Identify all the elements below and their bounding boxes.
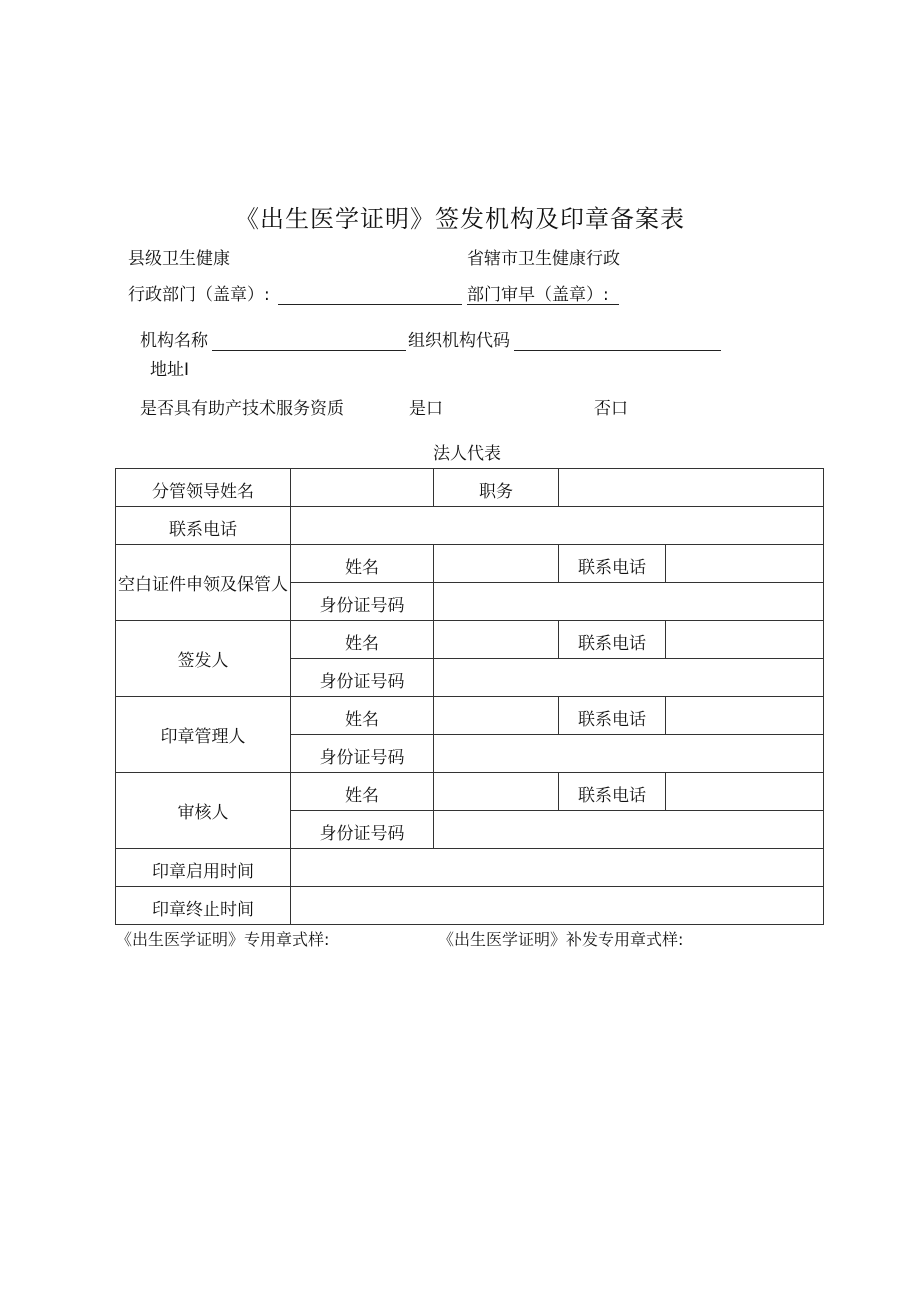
registration-table <box>115 468 824 925</box>
province-dept-seal-underline <box>467 304 619 305</box>
org-code-field[interactable] <box>514 350 721 351</box>
phone-label: 联系电话 <box>559 621 666 659</box>
reviewer-phone-cell[interactable] <box>666 773 824 811</box>
position-label: 职务 <box>434 469 559 507</box>
org-name-field[interactable] <box>212 350 406 351</box>
custodian-phone-cell[interactable] <box>666 545 824 583</box>
phone-label: 联系电话 <box>559 773 666 811</box>
position-cell[interactable] <box>559 469 824 507</box>
table-row <box>116 887 824 925</box>
name-label: 姓名 <box>291 621 434 659</box>
role-issuer-label: 签发人 <box>116 621 291 697</box>
province-dept-label-line1: 省辖市卫生健康行政 <box>467 249 620 269</box>
issuer-phone-cell[interactable] <box>666 621 824 659</box>
leader-phone-label: 联系电话 <box>116 507 291 545</box>
name-label: 姓名 <box>291 773 434 811</box>
custodian-id-cell[interactable] <box>434 583 824 621</box>
role-custodian-label: 空白证件申领及保管人 <box>116 545 291 621</box>
page-title: 《出生医学证明》签发机构及印章备案表 <box>235 205 685 233</box>
seal-start-label: 印章启用时间 <box>116 849 291 887</box>
seal-start-cell[interactable] <box>291 849 824 887</box>
issuer-name-cell[interactable] <box>434 621 559 659</box>
leader-name-label: 分管领导姓名 <box>116 469 291 507</box>
county-dept-label-line2: 行政部门（盖章）: <box>128 285 270 305</box>
county-dept-label-line1: 县级卫生健康 <box>128 249 230 269</box>
leader-name-cell[interactable] <box>291 469 434 507</box>
qualification-label: 是否具有助产技术服务资质 <box>140 399 344 419</box>
issuer-id-cell[interactable] <box>434 659 824 697</box>
county-dept-seal-line <box>278 304 462 305</box>
id-number-label: 身份证号码 <box>291 811 434 849</box>
seal-manager-phone-cell[interactable] <box>666 697 824 735</box>
table-row <box>116 849 824 887</box>
id-number-label: 身份证号码 <box>291 659 434 697</box>
address-label: 地址I <box>150 360 190 380</box>
role-seal-manager-label: 印章管理人 <box>116 697 291 773</box>
seal-end-cell[interactable] <box>291 887 824 925</box>
org-name-label: 机构名称 <box>140 331 208 351</box>
qualification-yes-checkbox[interactable]: 是口 <box>409 399 443 419</box>
table-row <box>116 621 824 659</box>
legal-rep-label: 法人代表 <box>433 444 501 464</box>
seal-end-label: 印章终止时间 <box>116 887 291 925</box>
phone-label: 联系电话 <box>559 697 666 735</box>
name-label: 姓名 <box>291 545 434 583</box>
reviewer-id-cell[interactable] <box>434 811 824 849</box>
special-seal-sample-label: 《出生医学证明》专用章式样: <box>116 930 330 949</box>
table-row <box>116 773 824 811</box>
seal-manager-id-cell[interactable] <box>434 735 824 773</box>
reissue-seal-sample-label: 《出生医学证明》补发专用章式样: <box>438 930 684 949</box>
leader-phone-cell[interactable] <box>291 507 824 545</box>
province-dept-label-line2: 部门审早（盖章）: <box>467 285 609 305</box>
id-number-label: 身份证号码 <box>291 735 434 773</box>
table-row <box>116 507 824 545</box>
id-number-label: 身份证号码 <box>291 583 434 621</box>
seal-manager-name-cell[interactable] <box>434 697 559 735</box>
role-reviewer-label: 审核人 <box>116 773 291 849</box>
table-row <box>116 545 824 583</box>
reviewer-name-cell[interactable] <box>434 773 559 811</box>
name-label: 姓名 <box>291 697 434 735</box>
phone-label: 联系电话 <box>559 545 666 583</box>
custodian-name-cell[interactable] <box>434 545 559 583</box>
table-row <box>116 697 824 735</box>
org-code-label: 组织机构代码 <box>408 331 510 351</box>
qualification-no-checkbox[interactable]: 否口 <box>594 399 628 419</box>
table-row <box>116 469 824 507</box>
